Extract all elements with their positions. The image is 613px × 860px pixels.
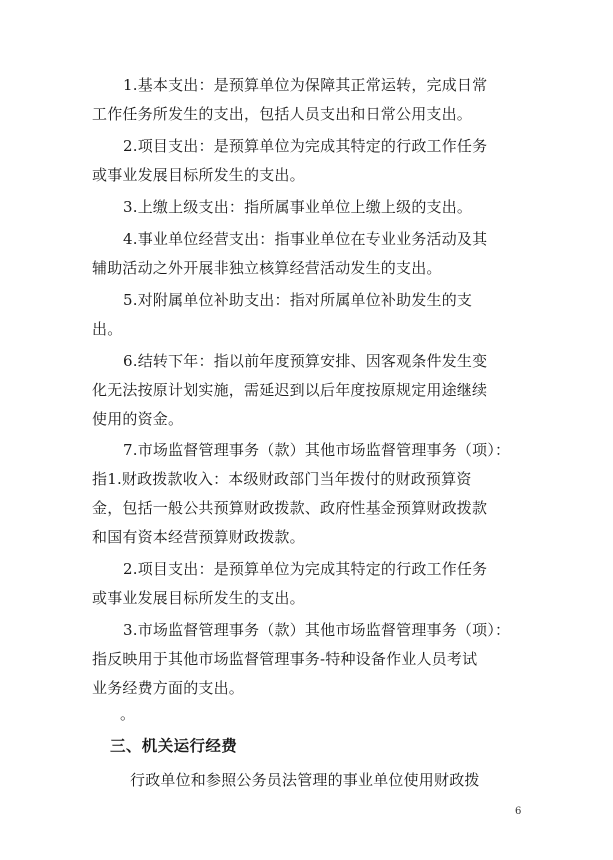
text-line: 2.项目支出：是预算单位为完成其特定的行政工作任务 — [123, 137, 488, 155]
text-line: 3.市场监督管理事务（款）其他市场监督管理事务（项）： — [123, 621, 511, 639]
text-line: 4.事业单位经营支出：指事业单位在专业业务活动及其 — [123, 230, 488, 248]
text-line: 金，包括一般公共预算财政拨款、政府性基金预算财政拨款 — [92, 499, 488, 517]
text-line: 5.对附属单位补助支出：指对所属单位补助发生的支 — [123, 291, 473, 309]
text-line: 3.上缴上级支出：指所属事业单位上缴上级的支出。 — [123, 198, 473, 216]
text-line: 辅助活动之外开展非独立核算经营活动发生的支出。 — [92, 259, 442, 277]
text-line: 指1.财政拨款收入：本级财政部门当年拨付的财政预算资 — [92, 470, 472, 488]
text-line: 使用的资金。 — [92, 410, 184, 428]
text-line: 或事业发展目标所发生的支出。 — [92, 166, 305, 184]
text-line: 出。 — [92, 320, 123, 338]
text-line: 1.基本支出：是预算单位为保障其正常运转，完成日常 — [123, 76, 488, 94]
text-line: 工作任务所发生的支出，包括人员支出和日常公用支出。 — [92, 105, 473, 123]
text-line: 行政单位和参照公务员法管理的事业单位使用财政拨 — [130, 771, 480, 789]
text-line: 或事业发展目标所发生的支出。 — [92, 589, 305, 607]
text-line: 业务经费方面的支出。 — [92, 679, 245, 697]
text-line: 指反映用于其他市场监督管理事务-特种设备作业人员考试 — [92, 650, 478, 668]
text-line: 6.结转下年：指以前年度预算安排、因客观条件发生变 — [123, 352, 488, 370]
text-line: 7.市场监督管理事务（款）其他市场监督管理事务（项）： — [123, 441, 511, 459]
page-number: 6 — [515, 806, 522, 817]
text-line: 。 — [120, 705, 136, 723]
text-line: 和国有资本经营预算财政拨款。 — [92, 528, 305, 546]
text-line: 2.项目支出：是预算单位为完成其特定的行政工作任务 — [123, 560, 488, 578]
text-line: 化无法按原计划实施，需延迟到以后年度按原规定用途继续 — [92, 381, 488, 399]
section-heading: 三、机关运行经费 — [110, 737, 238, 755]
